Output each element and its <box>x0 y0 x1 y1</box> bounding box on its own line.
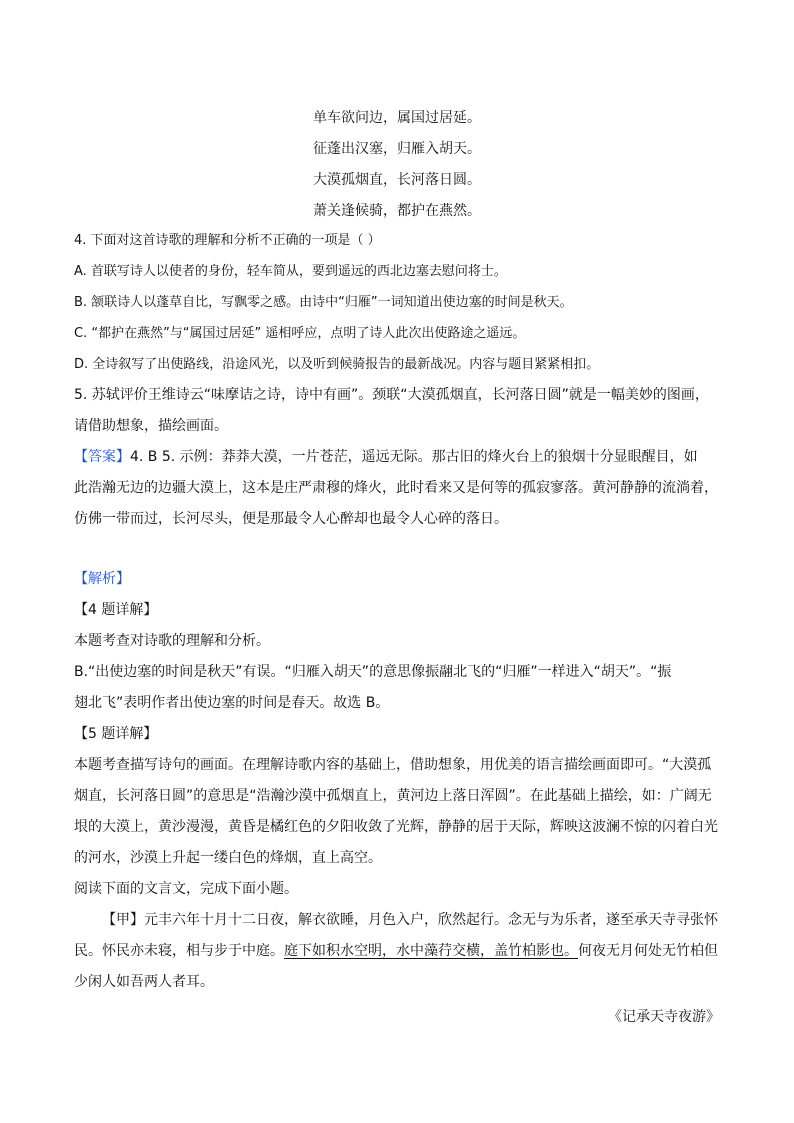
poem-line-1: 单车欲问边，属国过居延。 <box>313 110 481 126</box>
poem-line-3: 大漠孤烟直，长河落日圆。 <box>313 172 481 188</box>
detail-5-title: 【5 题详解】 <box>74 726 158 742</box>
answer-text-1: 4. B 5. 示例：莽莽大漠，一片苍茫，遥远无际。那古旧的烽火台上的狼烟十分显眼醒目，如 <box>130 449 698 465</box>
poem-line-2: 征蓬出汉塞，归雁入胡天。 <box>313 141 481 157</box>
detail-4-line-2: 翅北飞”表明作者出使边塞的时间是春天。故选 B。 <box>74 695 390 711</box>
question-4 <box>74 225 724 380</box>
answer-section <box>74 442 724 535</box>
poem <box>313 103 481 227</box>
classical-text-line-3: 少闲人如吾两人者耳。 <box>74 974 214 990</box>
option-d: D. 全诗叙写了出使路线，沿途风光，以及听到候骑报告的最新战况。内容与题目紧紧相扣。 <box>74 357 600 372</box>
analysis-tag: 【解析】 <box>74 571 130 587</box>
underlined-sentence: 庭下如积水空明，水中藻荇交横，盖竹柏影也。 <box>284 943 578 959</box>
detail-5-line-2: 烟直，长河落日圆”的意思是“浩瀚沙漠中孤烟直上，黄河边上落日浑圆”。在此基础上描绘，如：广阔无 <box>74 788 712 804</box>
analysis-section <box>74 564 724 998</box>
classical-text-line-2-end: 何夜无月何处无竹柏但 <box>578 943 718 959</box>
reading-instruction: 阅读下面的文言文，完成下面小题。 <box>74 881 298 897</box>
detail-5-line-4: 的河水，沙漠上升起一缕白色的烽烟，直上高空。 <box>74 850 382 866</box>
answer-tag: 【答案】 <box>74 449 130 465</box>
classical-text-line-2-start: 民。怀民亦未寝，相与步于中庭。 <box>74 943 284 959</box>
answer-line-3: 仿佛一带而过，长河尽头，便是那最令人心醉却也最令人心碎的落日。 <box>74 511 508 527</box>
poem-line-4: 萧关逢候骑，都护在燕然。 <box>313 203 481 219</box>
classical-text-line-1: 【甲】元丰六年十月十二日夜，解衣欲睡，月色入户，欣然起行。念无与为乐者，遂至承天寺寻张怀 <box>102 912 718 928</box>
option-c: C. “都护在燕然”与“属国过居延” 遥相呼应，点明了诗人此次出使路途之遥远。 <box>74 326 526 341</box>
detail-5-line-1: 本题考查描写诗句的画面。在理解诗歌内容的基础上，借助想象，用优美的语言描绘画面即可。“大漠孤 <box>74 757 712 773</box>
question-5-line-2: 请借助想象，描绘画面。 <box>74 418 228 434</box>
option-b: B. 颔联诗人以蓬草自比，写飘零之感。由诗中“归雁”一词知道出使边塞的时间是秋天。 <box>74 295 573 310</box>
detail-4-line-1: B.“出使边塞的时间是秋天”有误。“归雁入胡天”的意思像振翮北飞的“归雁”一样进入“胡天”。“振 <box>74 664 672 680</box>
classical-text-line-2 <box>74 936 724 967</box>
option-a: A. 首联写诗人以使者的身份，轻车简从，要到遥远的西北边塞去慰问将士。 <box>74 264 507 279</box>
question-5 <box>74 380 724 442</box>
question-4-stem: 4. 下面对这首诗歌的理解和分析不正确的一项是（ ） <box>74 233 381 248</box>
detail-5-line-3: 垠的大漠上，黄沙漫漫，黄昏是橘红色的夕阳收敛了光辉，静静的居于天际，辉映这波澜不惊的闪着白光 <box>74 819 718 835</box>
question-5-line-1: 5. 苏轼评价王维诗云“味摩诘之诗，诗中有画”。颈联“大漠孤烟直，长河落日圆”就是一幅美妙的图画， <box>74 387 709 403</box>
answer-line-1 <box>74 442 724 473</box>
answer-line-2: 此浩瀚无边的边疆大漠上，这本是庄严肃穆的烽火，此时看来又是何等的孤寂寥落。黄河静静的流淌着， <box>74 480 718 496</box>
detail-4-title: 【4 题详解】 <box>74 602 158 618</box>
source-title: 《记承天寺夜游》 <box>608 1009 720 1025</box>
detail-4-intro: 本题考查对诗歌的理解和分析。 <box>74 633 270 649</box>
